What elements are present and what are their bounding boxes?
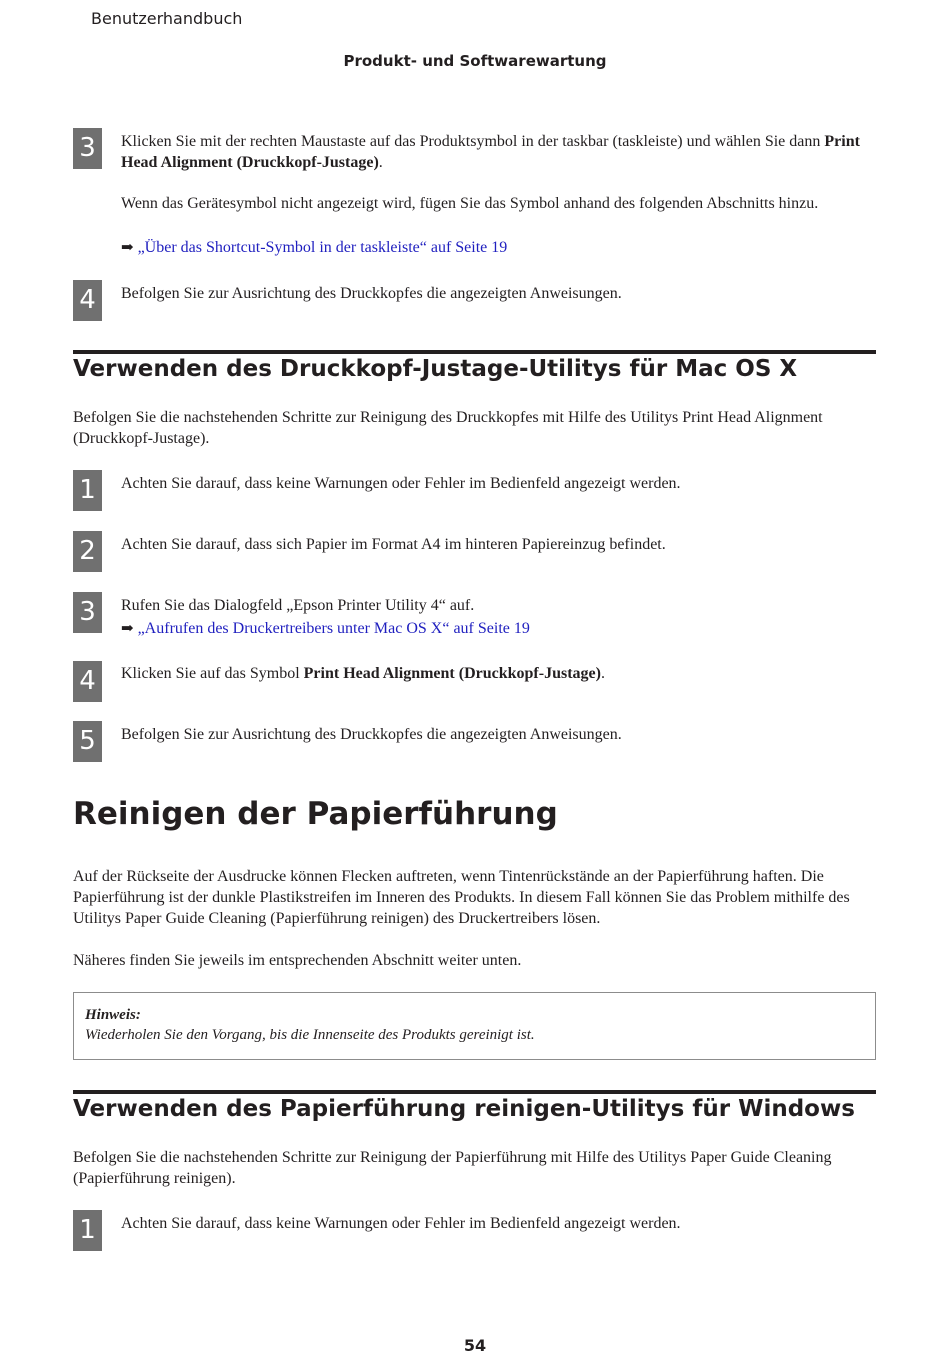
- step-text: Befolgen Sie zur Ausrichtung des Druckkopfes die angezeigten Anweisungen.: [121, 726, 622, 743]
- step-number-badge: 1: [73, 470, 102, 511]
- cross-reference-link[interactable]: „Über das Shortcut-Symbol in der taskleiste“ auf Seite 19: [137, 239, 508, 256]
- step-text-part: Klicken Sie auf das Symbol: [121, 665, 304, 682]
- step-text-part: Klicken Sie mit der rechten Maustaste auf das Produktsymbol in der taskbar (taskleiste) und wählen Sie dann: [121, 133, 825, 150]
- chapter-title: Produkt- und Softwarewartung: [343, 52, 607, 70]
- page-number: 54: [463, 1336, 487, 1355]
- note-box: [73, 992, 876, 1060]
- step-text: Achten Sie darauf, dass keine Warnungen oder Fehler im Bedienfeld angezeigt werden.: [121, 1215, 681, 1232]
- note-title: Hinweis:: [85, 1007, 141, 1023]
- step-number-badge: 5: [73, 721, 102, 762]
- step-text-part: .: [600, 665, 605, 682]
- cross-reference-link[interactable]: „Aufrufen des Druckertreibers unter Mac OS X“ auf Seite 19: [137, 620, 530, 637]
- paragraph: Auf der Rückseite der Ausdrucke können Flecken auftreten, wenn Tintenrückstände an der Papierführung haften. Die Papierführung ist der dunkle Plastikstreifen im Inneren des Produkts. In diesem Fall können Sie das Problem mithilfe des Utilitys Paper Guide Cleaning (Papierführung reinigen) des Druckertreibers lösen.: [73, 868, 850, 927]
- arrow-right-icon: ➡: [121, 240, 134, 256]
- step-number-badge: 1: [73, 1210, 102, 1251]
- step-text: [121, 663, 881, 684]
- step-number-badge: 4: [73, 280, 102, 321]
- section-rule: [73, 350, 876, 354]
- section-title: Reinigen der Papierführung: [73, 796, 558, 832]
- running-title: Benutzerhandbuch: [91, 9, 243, 28]
- cross-reference: [121, 618, 881, 640]
- step-note: Wenn das Gerätesymbol nicht angezeigt wird, fügen Sie das Symbol anhand des folgenden Abschnitts hinzu.: [121, 195, 819, 212]
- section-intro: Befolgen Sie die nachstehenden Schritte zur Reinigung des Druckkopfes mit Hilfe des Utilitys Print Head Alignment (Druckkopf-Justage).: [73, 409, 823, 447]
- step-number-badge: 2: [73, 531, 102, 572]
- arrow-right-icon: ➡: [121, 621, 134, 637]
- step-number-badge: 3: [73, 592, 102, 633]
- ui-term: Print Head Alignment (Druckkopf-Justage): [303, 665, 601, 682]
- section-heading: Verwenden des Druckkopf-Justage-Utilitys für Mac OS X: [73, 356, 798, 382]
- cross-reference: [121, 237, 881, 259]
- section-heading: Verwenden des Papierführung reinigen-Utilitys für Windows: [73, 1096, 855, 1122]
- paragraph: Näheres finden Sie jeweils im entsprechenden Abschnitt weiter unten.: [73, 952, 522, 969]
- step-number-badge: 4: [73, 661, 102, 702]
- step-text: Achten Sie darauf, dass sich Papier im Format A4 im hinteren Papiereinzug befindet.: [121, 536, 666, 553]
- section-rule: [73, 1090, 876, 1094]
- step-text: Befolgen Sie zur Ausrichtung des Druckkopfes die angezeigten Anweisungen.: [121, 285, 622, 302]
- ui-term: Print Head Alignment (Druckkopf-Justage): [121, 133, 860, 171]
- step-number-badge: 3: [73, 128, 102, 169]
- step-text-part: .: [378, 154, 383, 171]
- section-intro: Befolgen Sie die nachstehenden Schritte zur Reinigung der Papierführung mit Hilfe des Utilitys Paper Guide Cleaning (Papierführung reinigen).: [73, 1149, 832, 1187]
- step-text: Achten Sie darauf, dass keine Warnungen oder Fehler im Bedienfeld angezeigt werden.: [121, 475, 681, 492]
- step-text: Rufen Sie das Dialogfeld „Epson Printer Utility 4“ auf.: [121, 597, 475, 614]
- step-text: [121, 131, 881, 173]
- note-text: Wiederholen Sie den Vorgang, bis die Innenseite des Produkts gereinigt ist.: [85, 1027, 535, 1043]
